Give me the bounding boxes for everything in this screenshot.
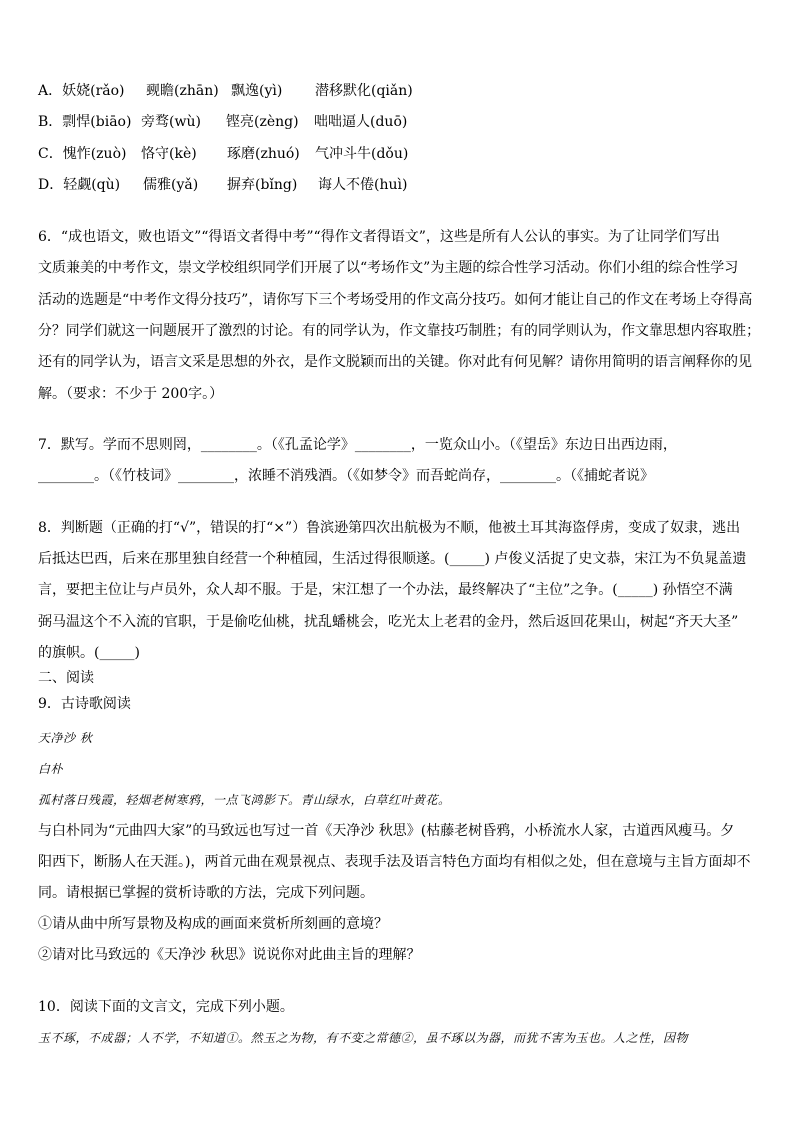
q10-title: 10．阅读下面的文言文，完成下列小题。 [38, 999, 294, 1015]
q9-subquestion: ①请从曲中所写景物及构成的画面来赏析所刻画的意境？ [38, 916, 388, 932]
poem-text: 孤村落日残霞，轻烟老树寒鸦，一点飞鸿影下。青山绿水，白草红叶黄花。 [38, 793, 451, 807]
poem-author: 白朴 [38, 762, 64, 776]
option-text: A．妖娆(rǎo) [38, 83, 125, 99]
q9-line: 与白朴同为“元曲四大家”的马致远也写过一首《天净沙 秋思》(枯藤老树昏鸦，小桥流水人家，古道西风瘦马。夕 [38, 823, 735, 839]
q8-line: 的旗帜。(_____) [38, 645, 140, 661]
option-text: B．剽悍(biāo) [38, 114, 132, 130]
q6-line: 6．“成也语文，败也语文”“得语文者得中考”“得作文者得语文”，这些是所有人公认的事实。为了让同学们写出 [38, 229, 720, 245]
option-b [38, 112, 407, 132]
q6-line: 分？同学们就这一问题展开了激烈的讨论。有的同学认为，作文靠技巧制胜；有的同学则认为，作文靠思想内容取胜； [38, 323, 761, 339]
option-c [38, 144, 408, 164]
q8-line: 后抵达巴西，后来在那里独自经营一个种植园，生活过得很顺遂。(_____) 卢俊义活捉了史文恭，宋江为不负晁盖遗 [38, 551, 747, 567]
q7-line: 7．默写。学而不思则罔，________。（《孔孟论学》________，一览众山小。（《望岳》东边日出西边雨， [38, 437, 677, 453]
q8-line: 8．判断题（正确的打“√”，错误的打“×”）鲁滨逊第四次出航极为不顺，他被土耳其海盗俘虏，变成了奴隶，逃出 [38, 520, 741, 536]
q7-line: ________。（《竹枝词》________，浓睡不消残酒。（《如梦令》而吾蛇尚存，________。（《捕蛇者说》 [38, 468, 654, 484]
option-text: 咄咄逼人(duō) [314, 114, 408, 130]
option-text: D．轻觑(qù) [38, 177, 121, 193]
q10-text: 玉不琢，不成器；人不学，不知道①。然玉之为物，有不变之常德②，虽不琢以为器，而犹不害为玉也。人之性，因物 [38, 1031, 689, 1045]
option-text: 摒弃(bǐng) [227, 177, 298, 193]
option-text: 诲人不倦(huì) [318, 177, 408, 193]
option-a [38, 81, 413, 101]
section-heading: 二、阅读 [38, 670, 94, 686]
q9-title: 9．古诗歌阅读 [38, 696, 131, 712]
q9-line: 同。请根据已掌握的赏析诗歌的方法，完成下列问题。 [38, 885, 374, 901]
option-text: 潜移默化(qiǎn) [315, 83, 413, 99]
q6-line: 文质兼美的中考作文，崇文学校组织同学们开展了以“考场作文”为主题的综合性学习活动。你们小组的综合性学习 [38, 260, 739, 276]
option-text: 琢磨(zhuó) [227, 146, 300, 162]
option-d [38, 175, 407, 195]
q6-line: 解。（要求：不少于 200字。） [38, 386, 224, 402]
option-text: 恪守(kè) [141, 146, 197, 162]
q9-line: 阳西下，断肠人在天涯。)，两首元曲在观景视点、表现手法及语言特色方面均有相似之处，但在意境与主旨方面却不 [38, 854, 751, 870]
option-text: 铿亮(zèng) [226, 114, 299, 130]
q9-subquestion: ②请对比马致远的《天净沙 秋思》说说你对此曲主旨的理解？ [38, 947, 421, 963]
option-text: 飘逸(yì) [231, 83, 283, 99]
q6-line: 活动的选题是“中考作文得分技巧”，请你写下三个考场受用的作文高分技巧。如何才能让自己的作文在考场上夺得高 [38, 292, 753, 308]
poem-title: 天净沙 秋 [38, 731, 93, 745]
option-text: 觋瞻(zhān) [146, 83, 219, 99]
option-text: 旁骛(wù) [141, 114, 201, 130]
option-text: C．愧怍(zuò) [38, 146, 127, 162]
q6-line: 还有的同学认为，语言文采是思想的外衣，是作文脱颖而出的关键。你对此有何见解？请你用简明的语言阐释你的见 [38, 354, 752, 370]
option-text: 儒雅(yǎ) [143, 177, 199, 193]
option-text: 气冲斗牛(dǒu) [315, 146, 409, 162]
q8-line: 言，要把主位让与卢员外，众人却不服。于是，宋江想了一个办法，最终解决了“主位”之争。(_____) 孙悟空不满 [38, 582, 733, 598]
q8-line: 弼马温这个不入流的官职，于是偷吃仙桃，扰乱蟠桃会，吃光太上老君的金丹，然后返回花果山，树起“齐天大圣” [38, 614, 739, 630]
